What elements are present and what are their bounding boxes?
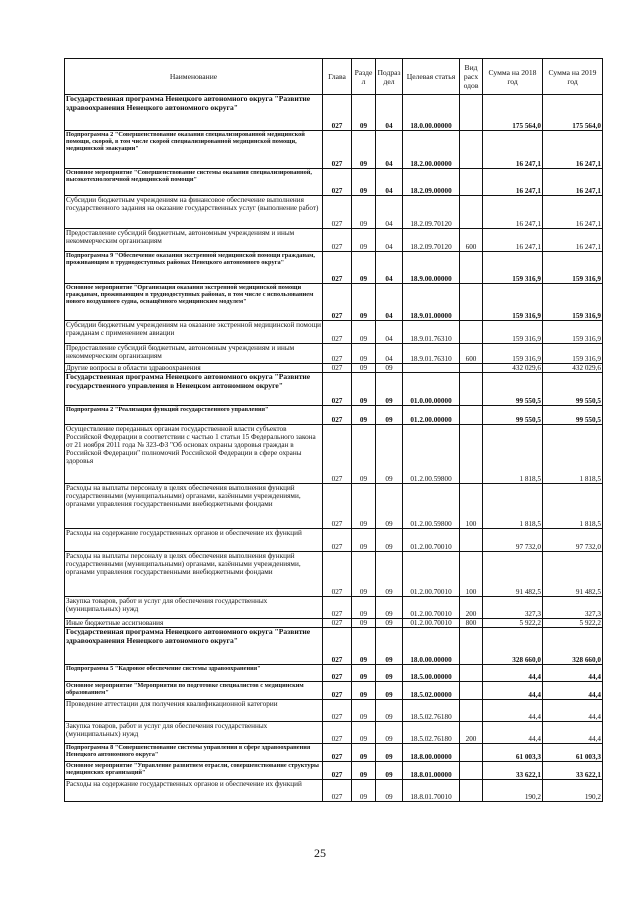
- row-section-cell: 09: [352, 552, 376, 597]
- row-subsection-cell: 04: [376, 131, 403, 169]
- row-name-cell: Расходы на содержание государственных органов и обеспечение их функций: [65, 529, 323, 552]
- row-name-cell: Расходы на выплаты персоналу в целях обеспечения выполнения функций государственными (муниципальными) органами, казёнными учреждениями, органами управления государственными внебюджетными фондами: [65, 552, 323, 597]
- row-section-cell: 09: [352, 425, 376, 484]
- table-row: [65, 780, 603, 802]
- row-name-cell: Другие вопросы в области здравоохранения: [65, 364, 323, 373]
- row-section-cell: 09: [352, 700, 376, 722]
- col-name-header: Наименование: [65, 59, 323, 95]
- row-sum2019-cell: 1 818,5: [543, 484, 603, 529]
- row-target-cell: 18.2.09.70120: [403, 196, 460, 229]
- row-chapter-cell: 027: [323, 484, 352, 529]
- row-sum2019-cell: 1 818,5: [543, 425, 603, 484]
- row-sum2018-cell: 327,3: [483, 597, 543, 619]
- row-exptype-cell: [460, 252, 483, 284]
- row-target-cell: 18.2.09.70120: [403, 229, 460, 252]
- row-sum2018-cell: 44,4: [483, 682, 543, 700]
- row-target-cell: 18.0.00.00000: [403, 95, 460, 131]
- row-chapter-cell: 027: [323, 665, 352, 682]
- row-subsection-cell: 04: [376, 95, 403, 131]
- row-subsection-cell: 09: [376, 722, 403, 744]
- row-sum2018-cell: 159 316,9: [483, 252, 543, 284]
- row-exptype-cell: [460, 169, 483, 196]
- row-name-cell: Подпрограмма 2 "Совершенствование оказания специализированной медицинской помощи, скорой, в том числе скорой специализированной медицинской помощи, медицинской эвакуации": [65, 131, 323, 169]
- row-exptype-cell: [460, 780, 483, 802]
- row-name-cell: Субсидии бюджетным учреждениям на финансовое обеспечение выполнения государственного задания на оказание государственных услуг (выполнение работ): [65, 196, 323, 229]
- row-sum2018-cell: 175 564,0: [483, 95, 543, 131]
- row-sum2018-cell: 97 732,0: [483, 529, 543, 552]
- row-sum2019-cell: 91 482,5: [543, 552, 603, 597]
- table-row: [65, 373, 603, 406]
- row-name-cell: Предоставление субсидий бюджетным, автономным учреждениям и иным некоммерческим организациям: [65, 344, 323, 364]
- row-section-cell: 09: [352, 619, 376, 628]
- table-row: [65, 619, 603, 628]
- row-exptype-cell: 600: [460, 344, 483, 364]
- row-sum2019-cell: 99 550,5: [543, 406, 603, 425]
- row-subsection-cell: 09: [376, 406, 403, 425]
- row-section-cell: 09: [352, 628, 376, 665]
- row-chapter-cell: 027: [323, 95, 352, 131]
- row-sum2018-cell: 328 660,0: [483, 628, 543, 665]
- table-row: [65, 665, 603, 682]
- row-exptype-cell: 200: [460, 722, 483, 744]
- row-exptype-cell: 200: [460, 597, 483, 619]
- row-chapter-cell: 027: [323, 780, 352, 802]
- row-section-cell: 09: [352, 131, 376, 169]
- row-target-cell: 18.9.00.00000: [403, 252, 460, 284]
- table-row: [65, 364, 603, 373]
- row-exptype-cell: 600: [460, 229, 483, 252]
- row-section-cell: 09: [352, 373, 376, 406]
- row-target-cell: 18.2.09.00000: [403, 169, 460, 196]
- row-sum2019-cell: 5 922,2: [543, 619, 603, 628]
- row-subsection-cell: 09: [376, 373, 403, 406]
- row-chapter-cell: 027: [323, 619, 352, 628]
- row-target-cell: 18.5.02.76180: [403, 722, 460, 744]
- row-target-cell: 01.2.00.59800: [403, 425, 460, 484]
- row-name-cell: Расходы на выплаты персоналу в целях обеспечения выполнения функций государственными (муниципальными) органами, казёнными учреждениями, органами управления государственными внебюджетными фондами: [65, 484, 323, 529]
- row-chapter-cell: 027: [323, 722, 352, 744]
- row-name-cell: Проведение аттестации для получения квалификационной категории: [65, 700, 323, 722]
- col-section-header: Разде л: [352, 59, 376, 95]
- row-chapter-cell: 027: [323, 169, 352, 196]
- row-sum2019-cell: 175 564,0: [543, 95, 603, 131]
- row-section-cell: 09: [352, 762, 376, 780]
- table-row: [65, 484, 603, 529]
- row-sum2019-cell: 61 003,3: [543, 744, 603, 762]
- row-sum2018-cell: 190,2: [483, 780, 543, 802]
- row-exptype-cell: [460, 700, 483, 722]
- row-target-cell: 01.2.00.70010: [403, 529, 460, 552]
- row-name-cell: Основное мероприятие "Совершенствование системы оказания специализированной, высокотехнологичной медицинской помощи": [65, 169, 323, 196]
- row-exptype-cell: [460, 762, 483, 780]
- row-target-cell: 18.8.00.00000: [403, 744, 460, 762]
- row-sum2019-cell: 44,4: [543, 722, 603, 744]
- row-subsection-cell: 09: [376, 529, 403, 552]
- table-row: [65, 196, 603, 229]
- row-chapter-cell: 027: [323, 762, 352, 780]
- row-section-cell: 09: [352, 321, 376, 344]
- row-sum2019-cell: 16 247,1: [543, 229, 603, 252]
- row-sum2018-cell: 99 550,5: [483, 373, 543, 406]
- row-name-cell: Расходы на содержание государственных органов и обеспечение их функций: [65, 780, 323, 802]
- row-sum2018-cell: 16 247,1: [483, 131, 543, 169]
- row-section-cell: 09: [352, 665, 376, 682]
- row-exptype-cell: [460, 425, 483, 484]
- table-row: [65, 700, 603, 722]
- row-sum2018-cell: 91 482,5: [483, 552, 543, 597]
- row-sum2019-cell: 16 247,1: [543, 196, 603, 229]
- row-subsection-cell: 09: [376, 762, 403, 780]
- row-name-cell: Подпрограмма 9 "Обеспечение оказания экстренной медицинской помощи гражданам, проживающим в труднодоступных районах Ненецкого автономного округа": [65, 252, 323, 284]
- row-subsection-cell: 04: [376, 169, 403, 196]
- table-row: [65, 321, 603, 344]
- row-subsection-cell: 09: [376, 619, 403, 628]
- row-section-cell: 09: [352, 406, 376, 425]
- row-name-cell: Государственная программа Ненецкого автономного округа "Развитие здравоохранения Ненецкого автономного округа": [65, 628, 323, 665]
- table-row: [65, 529, 603, 552]
- row-target-cell: 18.8.01.70010: [403, 780, 460, 802]
- row-sum2019-cell: 159 316,9: [543, 252, 603, 284]
- row-chapter-cell: 027: [323, 131, 352, 169]
- row-sum2018-cell: 1 818,5: [483, 484, 543, 529]
- row-sum2018-cell: 99 550,5: [483, 406, 543, 425]
- col-exptype-header: Вид расх одов: [460, 59, 483, 95]
- row-chapter-cell: 027: [323, 284, 352, 321]
- row-subsection-cell: 04: [376, 344, 403, 364]
- row-chapter-cell: 027: [323, 406, 352, 425]
- row-subsection-cell: 04: [376, 229, 403, 252]
- row-chapter-cell: 027: [323, 597, 352, 619]
- row-target-cell: 18.9.01.76310: [403, 321, 460, 344]
- row-subsection-cell: 09: [376, 552, 403, 597]
- row-exptype-cell: [460, 406, 483, 425]
- row-target-cell: 18.5.00.00000: [403, 665, 460, 682]
- row-name-cell: Подпрограмма 5 "Кадровое обеспечение системы здравоохранения": [65, 665, 323, 682]
- header-row: [65, 59, 603, 95]
- row-sum2019-cell: 97 732,0: [543, 529, 603, 552]
- row-sum2018-cell: 44,4: [483, 665, 543, 682]
- row-chapter-cell: 027: [323, 529, 352, 552]
- table-row: [65, 762, 603, 780]
- row-target-cell: 18.2.00.00000: [403, 131, 460, 169]
- row-subsection-cell: 09: [376, 700, 403, 722]
- row-subsection-cell: 04: [376, 196, 403, 229]
- row-sum2018-cell: 159 316,9: [483, 344, 543, 364]
- table-row: [65, 344, 603, 364]
- row-name-cell: Закупка товаров, работ и услуг для обеспечения государственных (муниципальных) нужд: [65, 597, 323, 619]
- row-section-cell: 09: [352, 780, 376, 802]
- row-subsection-cell: 09: [376, 597, 403, 619]
- table-row: [65, 252, 603, 284]
- row-chapter-cell: 027: [323, 552, 352, 597]
- row-sum2019-cell: 432 029,6: [543, 364, 603, 373]
- row-subsection-cell: 09: [376, 665, 403, 682]
- row-sum2019-cell: 44,4: [543, 665, 603, 682]
- row-exptype-cell: [460, 131, 483, 169]
- row-section-cell: 09: [352, 484, 376, 529]
- row-subsection-cell: 09: [376, 484, 403, 529]
- row-sum2019-cell: 44,4: [543, 682, 603, 700]
- row-section-cell: 09: [352, 597, 376, 619]
- table-row: [65, 597, 603, 619]
- row-sum2019-cell: 327,3: [543, 597, 603, 619]
- row-section-cell: 09: [352, 344, 376, 364]
- row-chapter-cell: 027: [323, 744, 352, 762]
- row-sum2018-cell: 159 316,9: [483, 284, 543, 321]
- table-row: [65, 722, 603, 744]
- row-chapter-cell: 027: [323, 682, 352, 700]
- row-sum2018-cell: 16 247,1: [483, 196, 543, 229]
- table-row: [65, 95, 603, 131]
- row-target-cell: 01.2.00.70010: [403, 552, 460, 597]
- row-sum2018-cell: 33 622,1: [483, 762, 543, 780]
- row-exptype-cell: [460, 95, 483, 131]
- row-sum2018-cell: 16 247,1: [483, 229, 543, 252]
- page-number: 25: [314, 846, 326, 860]
- row-section-cell: 09: [352, 722, 376, 744]
- row-subsection-cell: 09: [376, 780, 403, 802]
- row-sum2019-cell: 16 247,1: [543, 131, 603, 169]
- row-target-cell: 18.0.00.00000: [403, 628, 460, 665]
- row-exptype-cell: [460, 529, 483, 552]
- table-row: [65, 284, 603, 321]
- row-exptype-cell: [460, 373, 483, 406]
- budget-table: [64, 58, 603, 802]
- row-name-cell: Осуществление переданных органам государственной власти субъектов Российской Федерации в соответствии с частью 1 статьи 15 Федерального закона от 21 ноября 2011 года № 323-ФЗ "Об основах охраны здоровья граждан в Российской Федерации" полномочий Российской Федерации в сфере охраны здоровья: [65, 425, 323, 484]
- row-target-cell: 18.8.01.00000: [403, 762, 460, 780]
- row-target-cell: 01.2.00.59800: [403, 484, 460, 529]
- row-section-cell: 09: [352, 284, 376, 321]
- row-exptype-cell: 100: [460, 484, 483, 529]
- row-subsection-cell: 09: [376, 425, 403, 484]
- row-sum2018-cell: 44,4: [483, 700, 543, 722]
- row-section-cell: 09: [352, 196, 376, 229]
- row-chapter-cell: 027: [323, 373, 352, 406]
- row-sum2019-cell: 159 316,9: [543, 344, 603, 364]
- row-subsection-cell: 09: [376, 682, 403, 700]
- row-sum2019-cell: 328 660,0: [543, 628, 603, 665]
- col-sum2019-header: Сумма на 2019 год: [543, 59, 603, 95]
- row-sum2018-cell: 61 003,3: [483, 744, 543, 762]
- row-sum2018-cell: 159 316,9: [483, 321, 543, 344]
- row-subsection-cell: 09: [376, 628, 403, 665]
- row-chapter-cell: 027: [323, 700, 352, 722]
- row-name-cell: Субсидии бюджетным учреждениям на оказание экстренной медицинской помощи гражданам с применением авиации: [65, 321, 323, 344]
- row-section-cell: 09: [352, 682, 376, 700]
- row-chapter-cell: 027: [323, 344, 352, 364]
- row-exptype-cell: [460, 665, 483, 682]
- row-target-cell: 18.5.02.76180: [403, 700, 460, 722]
- row-sum2019-cell: 99 550,5: [543, 373, 603, 406]
- col-target-header: Целевая статья: [403, 59, 460, 95]
- row-exptype-cell: [460, 284, 483, 321]
- row-subsection-cell: 04: [376, 284, 403, 321]
- row-subsection-cell: 04: [376, 252, 403, 284]
- row-section-cell: 09: [352, 229, 376, 252]
- row-target-cell: 18.9.01.76310: [403, 344, 460, 364]
- budget-table-sheet: [64, 58, 602, 802]
- row-target-cell: 01.2.00.00000: [403, 406, 460, 425]
- row-target-cell: 18.9.01.00000: [403, 284, 460, 321]
- row-chapter-cell: 027: [323, 252, 352, 284]
- row-exptype-cell: 800: [460, 619, 483, 628]
- row-name-cell: Подпрограмма 2 "Реализация функций государственного управления": [65, 406, 323, 425]
- row-exptype-cell: [460, 628, 483, 665]
- row-section-cell: 09: [352, 95, 376, 131]
- row-sum2018-cell: 5 922,2: [483, 619, 543, 628]
- row-target-cell: 18.5.02.00000: [403, 682, 460, 700]
- row-sum2019-cell: 33 622,1: [543, 762, 603, 780]
- col-sum2018-header: Сумма на 2018 год: [483, 59, 543, 95]
- row-target-cell: 01.2.00.70010: [403, 619, 460, 628]
- row-sum2019-cell: 159 316,9: [543, 321, 603, 344]
- row-exptype-cell: [460, 744, 483, 762]
- row-name-cell: Основное мероприятие "Организация оказания экстренной медицинской помощи гражданам, проживающим в труднодоступных районах, в том числе с использованием нового воздушного судна, оснащённого медицинским модулем": [65, 284, 323, 321]
- row-name-cell: Предоставление субсидий бюджетным, автономным учреждениям и иным некоммерческим организациям: [65, 229, 323, 252]
- table-row: [65, 131, 603, 169]
- row-sum2019-cell: 159 316,9: [543, 284, 603, 321]
- table-row: [65, 425, 603, 484]
- row-target-cell: 01.0.00.00000: [403, 373, 460, 406]
- row-sum2018-cell: 432 029,6: [483, 364, 543, 373]
- row-exptype-cell: [460, 682, 483, 700]
- table-row: [65, 552, 603, 597]
- row-chapter-cell: 027: [323, 196, 352, 229]
- row-target-cell: 01.2.00.70010: [403, 597, 460, 619]
- row-chapter-cell: 027: [323, 425, 352, 484]
- row-section-cell: 09: [352, 169, 376, 196]
- row-name-cell: Государственная программа Ненецкого автономного округа "Развитие государственного управления в Ненецком автономном округе": [65, 373, 323, 406]
- row-subsection-cell: 09: [376, 744, 403, 762]
- col-chapter-header: Глава: [323, 59, 352, 95]
- row-sum2019-cell: 16 247,1: [543, 169, 603, 196]
- row-sum2018-cell: 1 818,5: [483, 425, 543, 484]
- row-exptype-cell: [460, 321, 483, 344]
- row-chapter-cell: 027: [323, 321, 352, 344]
- row-name-cell: Государственная программа Ненецкого автономного округа "Развитие здравоохранения Ненецкого автономного округа": [65, 95, 323, 131]
- table-row: [65, 744, 603, 762]
- row-name-cell: Основное мероприятие "Управление развитием отрасли, совершенствование структуры медицинских организаций": [65, 762, 323, 780]
- row-sum2019-cell: 190,2: [543, 780, 603, 802]
- table-row: [65, 169, 603, 196]
- row-sum2019-cell: 44,4: [543, 700, 603, 722]
- row-section-cell: 09: [352, 252, 376, 284]
- row-section-cell: 09: [352, 744, 376, 762]
- table-row: [65, 229, 603, 252]
- row-subsection-cell: 09: [376, 364, 403, 373]
- row-name-cell: Подпрограмма 8 "Совершенствование системы управления в сфере здравоохранения Ненецкого автономного округа": [65, 744, 323, 762]
- row-chapter-cell: 027: [323, 229, 352, 252]
- row-sum2018-cell: 16 247,1: [483, 169, 543, 196]
- row-exptype-cell: [460, 196, 483, 229]
- row-name-cell: Основное мероприятие "Мероприятия по подготовке специалистов с медицинским образованием": [65, 682, 323, 700]
- row-exptype-cell: 100: [460, 552, 483, 597]
- row-section-cell: 09: [352, 529, 376, 552]
- table-row: [65, 682, 603, 700]
- table-row: [65, 406, 603, 425]
- row-name-cell: Иные бюджетные ассигнования: [65, 619, 323, 628]
- row-exptype-cell: [460, 364, 483, 373]
- row-name-cell: Закупка товаров, работ и услуг для обеспечения государственных (муниципальных) нужд: [65, 722, 323, 744]
- row-subsection-cell: 04: [376, 321, 403, 344]
- row-chapter-cell: 027: [323, 628, 352, 665]
- row-sum2018-cell: 44,4: [483, 722, 543, 744]
- col-subsection-header: Подраз дел: [376, 59, 403, 95]
- row-section-cell: 09: [352, 364, 376, 373]
- row-target-cell: [403, 364, 460, 373]
- row-chapter-cell: 027: [323, 364, 352, 373]
- table-row: [65, 628, 603, 665]
